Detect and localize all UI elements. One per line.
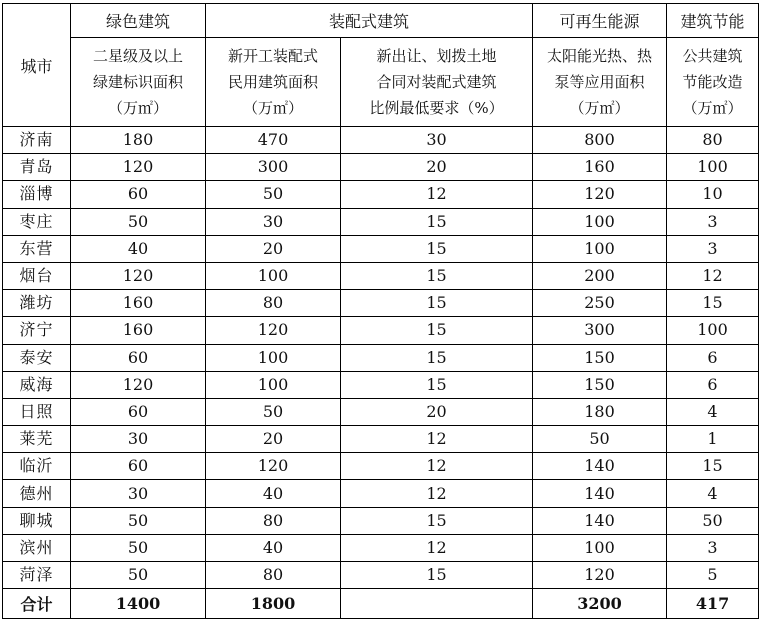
city-cell: 潍坊 bbox=[3, 290, 71, 317]
table-row bbox=[3, 154, 759, 181]
city-cell: 菏泽 bbox=[3, 562, 71, 589]
prefab-area-cell: 100 bbox=[206, 262, 341, 289]
green-area-cell: 60 bbox=[71, 344, 206, 371]
city-cell: 威海 bbox=[3, 371, 71, 398]
solar-area-cell: 800 bbox=[533, 127, 667, 154]
green-area-cell: 180 bbox=[71, 127, 206, 154]
city-cell: 莱芜 bbox=[3, 426, 71, 453]
retrofit-area-cell: 12 bbox=[667, 262, 759, 289]
total-row bbox=[3, 589, 759, 619]
prefab-area-cell: 470 bbox=[206, 127, 341, 154]
table-row bbox=[3, 480, 759, 507]
table-row bbox=[3, 290, 759, 317]
prefab-area-cell: 80 bbox=[206, 290, 341, 317]
city-cell: 烟台 bbox=[3, 262, 71, 289]
prefab-ratio-cell: 12 bbox=[341, 453, 533, 480]
city-cell: 淄博 bbox=[3, 181, 71, 208]
prefab-area-cell: 120 bbox=[206, 317, 341, 344]
prefab-ratio-cell: 12 bbox=[341, 181, 533, 208]
retrofit-area-cell: 3 bbox=[667, 208, 759, 235]
solar-area-cell: 50 bbox=[533, 426, 667, 453]
solar-area-cell: 300 bbox=[533, 317, 667, 344]
sub-header-row bbox=[3, 38, 759, 127]
table-row bbox=[3, 398, 759, 425]
green-area-cell: 60 bbox=[71, 453, 206, 480]
city-cell: 济南 bbox=[3, 127, 71, 154]
prefab-ratio-cell: 12 bbox=[341, 480, 533, 507]
total-green-area: 1400 bbox=[71, 589, 206, 619]
city-cell: 枣庄 bbox=[3, 208, 71, 235]
green-area-cell: 50 bbox=[71, 534, 206, 561]
retrofit-area-cell: 15 bbox=[667, 453, 759, 480]
city-cell: 济宁 bbox=[3, 317, 71, 344]
green-area-cell: 160 bbox=[71, 317, 206, 344]
retrofit-area-cell: 3 bbox=[667, 235, 759, 262]
group-header-energy-saving: 建筑节能 bbox=[667, 4, 759, 38]
prefab-area-cell: 80 bbox=[206, 562, 341, 589]
prefab-ratio-cell: 12 bbox=[341, 426, 533, 453]
table-row bbox=[3, 562, 759, 589]
retrofit-area-cell: 100 bbox=[667, 317, 759, 344]
group-header-row bbox=[3, 4, 759, 38]
table-row bbox=[3, 426, 759, 453]
group-header-renewable-energy: 可再生能源 bbox=[533, 4, 667, 38]
table-row bbox=[3, 235, 759, 262]
prefab-ratio-cell: 15 bbox=[341, 262, 533, 289]
city-cell: 滨州 bbox=[3, 534, 71, 561]
green-area-cell: 120 bbox=[71, 154, 206, 181]
prefab-ratio-cell: 15 bbox=[341, 371, 533, 398]
building-targets-table bbox=[2, 3, 759, 619]
prefab-ratio-cell: 15 bbox=[341, 235, 533, 262]
green-area-cell: 120 bbox=[71, 371, 206, 398]
prefab-ratio-cell: 20 bbox=[341, 154, 533, 181]
prefab-ratio-cell: 12 bbox=[341, 534, 533, 561]
city-cell: 泰安 bbox=[3, 344, 71, 371]
table-row bbox=[3, 181, 759, 208]
solar-area-cell: 150 bbox=[533, 371, 667, 398]
prefab-area-cell: 30 bbox=[206, 208, 341, 235]
prefab-ratio-cell: 15 bbox=[341, 344, 533, 371]
prefab-area-cell: 20 bbox=[206, 426, 341, 453]
table-row bbox=[3, 371, 759, 398]
solar-area-cell: 100 bbox=[533, 534, 667, 561]
solar-area-cell: 200 bbox=[533, 262, 667, 289]
solar-area-cell: 160 bbox=[533, 154, 667, 181]
solar-area-cell: 120 bbox=[533, 181, 667, 208]
green-area-cell: 60 bbox=[71, 181, 206, 208]
solar-area-cell: 150 bbox=[533, 344, 667, 371]
subheader-prefab-area: 新开工装配式 民用建筑面积 （万㎡） bbox=[206, 38, 341, 127]
total-label: 合计 bbox=[3, 589, 71, 619]
green-area-cell: 30 bbox=[71, 426, 206, 453]
retrofit-area-cell: 50 bbox=[667, 507, 759, 534]
retrofit-area-cell: 15 bbox=[667, 290, 759, 317]
prefab-area-cell: 40 bbox=[206, 534, 341, 561]
table-row bbox=[3, 453, 759, 480]
solar-area-cell: 140 bbox=[533, 507, 667, 534]
solar-area-cell: 100 bbox=[533, 235, 667, 262]
prefab-area-cell: 100 bbox=[206, 344, 341, 371]
prefab-area-cell: 20 bbox=[206, 235, 341, 262]
retrofit-area-cell: 3 bbox=[667, 534, 759, 561]
retrofit-area-cell: 5 bbox=[667, 562, 759, 589]
green-area-cell: 120 bbox=[71, 262, 206, 289]
subheader-solar-area: 太阳能光热、热 泵等应用面积 （万㎡） bbox=[533, 38, 667, 127]
total-solar-area: 3200 bbox=[533, 589, 667, 619]
retrofit-area-cell: 10 bbox=[667, 181, 759, 208]
table-row bbox=[3, 208, 759, 235]
green-area-cell: 40 bbox=[71, 235, 206, 262]
green-area-cell: 160 bbox=[71, 290, 206, 317]
subheader-retrofit-area: 公共建筑 节能改造 （万㎡） bbox=[667, 38, 759, 127]
solar-area-cell: 120 bbox=[533, 562, 667, 589]
prefab-area-cell: 300 bbox=[206, 154, 341, 181]
retrofit-area-cell: 4 bbox=[667, 480, 759, 507]
solar-area-cell: 140 bbox=[533, 480, 667, 507]
green-area-cell: 50 bbox=[71, 507, 206, 534]
prefab-area-cell: 50 bbox=[206, 398, 341, 425]
prefab-ratio-cell: 30 bbox=[341, 127, 533, 154]
table-row bbox=[3, 507, 759, 534]
group-header-green-building: 绿色建筑 bbox=[71, 4, 206, 38]
green-area-cell: 30 bbox=[71, 480, 206, 507]
city-cell: 东营 bbox=[3, 235, 71, 262]
prefab-area-cell: 40 bbox=[206, 480, 341, 507]
solar-area-cell: 140 bbox=[533, 453, 667, 480]
group-header-prefab-building: 装配式建筑 bbox=[206, 4, 533, 38]
prefab-ratio-cell: 15 bbox=[341, 208, 533, 235]
city-cell: 临沂 bbox=[3, 453, 71, 480]
total-prefab-ratio bbox=[341, 589, 533, 619]
prefab-area-cell: 80 bbox=[206, 507, 341, 534]
city-cell: 青岛 bbox=[3, 154, 71, 181]
prefab-ratio-cell: 15 bbox=[341, 562, 533, 589]
total-retrofit-area: 417 bbox=[667, 589, 759, 619]
subheader-prefab-ratio: 新出让、划拨土地 合同对装配式建筑 比例最低要求（%） bbox=[341, 38, 533, 127]
city-cell: 聊城 bbox=[3, 507, 71, 534]
prefab-area-cell: 100 bbox=[206, 371, 341, 398]
prefab-ratio-cell: 20 bbox=[341, 398, 533, 425]
prefab-ratio-cell: 15 bbox=[341, 290, 533, 317]
retrofit-area-cell: 80 bbox=[667, 127, 759, 154]
subheader-green-area: 二星级及以上 绿建标识面积 （万㎡） bbox=[71, 38, 206, 127]
city-cell: 德州 bbox=[3, 480, 71, 507]
retrofit-area-cell: 100 bbox=[667, 154, 759, 181]
prefab-ratio-cell: 15 bbox=[341, 317, 533, 344]
retrofit-area-cell: 4 bbox=[667, 398, 759, 425]
table-row bbox=[3, 127, 759, 154]
solar-area-cell: 250 bbox=[533, 290, 667, 317]
retrofit-area-cell: 6 bbox=[667, 344, 759, 371]
prefab-area-cell: 120 bbox=[206, 453, 341, 480]
table-row bbox=[3, 344, 759, 371]
green-area-cell: 50 bbox=[71, 208, 206, 235]
city-cell: 日照 bbox=[3, 398, 71, 425]
table-row bbox=[3, 317, 759, 344]
retrofit-area-cell: 6 bbox=[667, 371, 759, 398]
prefab-ratio-cell: 15 bbox=[341, 507, 533, 534]
table-row bbox=[3, 262, 759, 289]
prefab-area-cell: 50 bbox=[206, 181, 341, 208]
solar-area-cell: 180 bbox=[533, 398, 667, 425]
green-area-cell: 60 bbox=[71, 398, 206, 425]
table-row bbox=[3, 534, 759, 561]
green-area-cell: 50 bbox=[71, 562, 206, 589]
solar-area-cell: 100 bbox=[533, 208, 667, 235]
total-prefab-area: 1800 bbox=[206, 589, 341, 619]
city-column-header: 城市 bbox=[3, 4, 71, 127]
retrofit-area-cell: 1 bbox=[667, 426, 759, 453]
